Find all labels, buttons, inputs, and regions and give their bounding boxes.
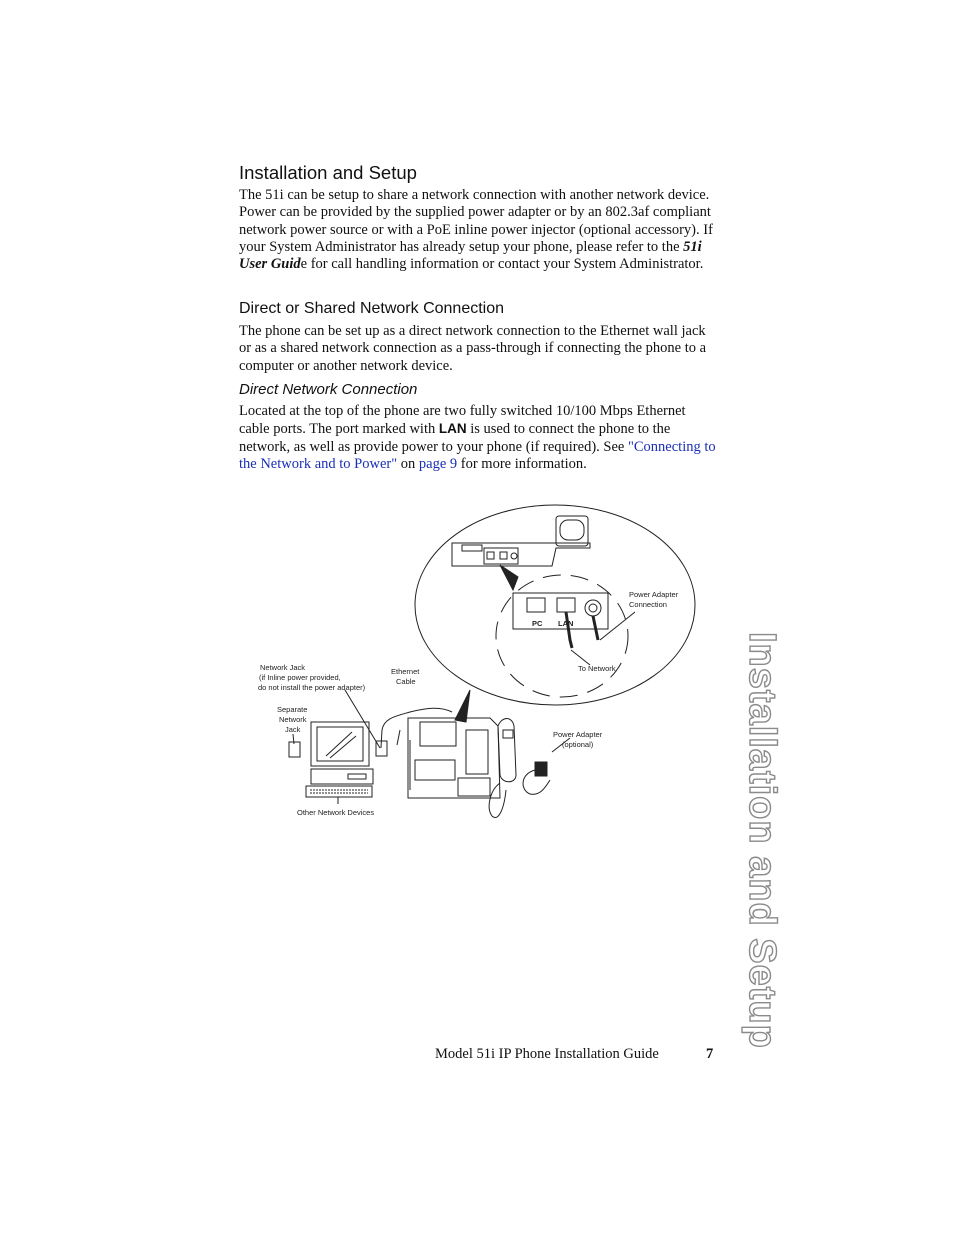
phone-top-view [452,516,590,566]
power-adapter-label-2: (optional) [562,740,594,749]
page-9-link[interactable]: page 9 [418,455,458,472]
direct-text-3: on [397,455,419,472]
direct-text-2: is used to connect the phone to the network, as well as provide power to your phone (if required). See [239,421,671,455]
power-adapter-label-1: Power Adapter [553,730,603,739]
pc-port-label: PC [532,619,543,628]
section-heading: Installation and Setup [239,162,417,183]
network-jack-label-2: (if Inline power provided, [259,673,341,682]
footer-title: Model 51i IP Phone Installation Guide [435,1046,659,1062]
power-adapter-connection-label-1: Power Adapter [629,590,679,599]
subsection-heading: Direct or Shared Network Connection [239,300,505,317]
separate-jack-icon [289,742,300,757]
user-guide-title: 51i User Guid [239,238,702,273]
ethernet-cable-label-2: Cable [396,677,416,686]
direct-text-1: Located at the top of the phone are two fully switched 10/100 Mbps Ethernet cable ports. The port marked with [239,403,686,438]
lan-keyword: LAN [438,421,467,437]
side-tab-title: Installation and Setup [741,632,783,1049]
to-network-label: To Network [578,664,616,673]
separate-jack-label-2: Network [279,715,307,724]
separate-jack-label-3: Jack [285,725,301,734]
power-adapter-connection-label-2: Connection [629,600,667,609]
intro-text: The 51i can be setup to share a network connection with another network device. Power can be provided by the supplied power adapter or by an 802.3af compliant network power source or with a PoE inline power injector (optional accessory). If your System Administrator has already setup your phone, please refer to the [239,187,713,255]
direct-text-4: for more information. [457,455,587,472]
power-adapter-icon [535,762,547,776]
other-devices-label: Other Network Devices [297,808,375,817]
network-jack-label-3: do not install the power adapter) [258,683,366,692]
page-number: 7 [706,1046,714,1062]
shared-connection-paragraph: The phone can be set up as a direct network connection to the Ethernet wall jack or as a shared network connection as a pass-through if connecting the phone to a computer or another network device. [239,323,707,374]
connecting-network-link[interactable]: "Connecting to the Network and to Power" [239,438,716,472]
ethernet-cable-label-1: Ethernet [391,667,420,676]
subsubsection-heading: Direct Network Connection [239,381,418,398]
lan-port-label: LAN [558,619,574,628]
separate-jack-label-1: Separate [277,705,308,714]
intro-text-end: e for call handling information or contact your System Administrator. [300,256,704,273]
network-jack-label-1: Network Jack [260,663,306,672]
phone-front-view [408,718,516,818]
computer-icon [306,722,373,804]
